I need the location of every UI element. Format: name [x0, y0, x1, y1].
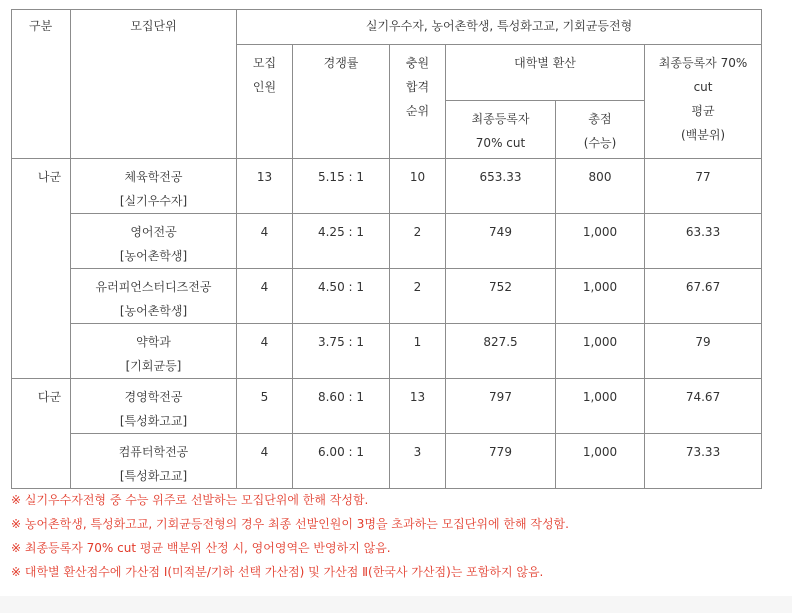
rank-cell: 1: [390, 324, 446, 379]
table-row: [12, 214, 762, 269]
total-cell: 1,000: [556, 324, 645, 379]
header-quota: [237, 45, 293, 159]
cut-cell: 827.5: [446, 324, 556, 379]
recruit-unit-cell: [71, 159, 237, 214]
total-cell: 1,000: [556, 379, 645, 434]
header-total-score: [556, 101, 645, 159]
header-competition: 경쟁률: [293, 45, 390, 159]
header-converted-cut-text: 최종등록자 70% cut: [471, 112, 530, 150]
rank-cell: 13: [390, 379, 446, 434]
recruit-unit-text: 약학과 [기회균등]: [125, 335, 182, 373]
percentile-cell: 74.67: [645, 379, 762, 434]
competition-cell: 3.75 : 1: [293, 324, 390, 379]
quota-cell: 4: [237, 324, 293, 379]
footnote: ※ 실기우수자전형 중 수능 위주로 선발하는 모집단위에 한해 작성함.: [11, 493, 369, 507]
admission-results-table: [11, 9, 762, 489]
percentile-cell: 77: [645, 159, 762, 214]
header-waitlist-rank: [390, 45, 446, 159]
recruit-unit-text: 체육학전공 [실기우수자]: [119, 170, 188, 208]
recruit-unit-text: 경영학전공 [특성화고교]: [119, 390, 188, 428]
recruit-unit-text: 컴퓨터학전공 [특성화고교]: [118, 445, 189, 483]
rank-cell: 2: [390, 269, 446, 324]
rank-cell: 3: [390, 434, 446, 489]
recruit-unit-text: 영어전공 [농어촌학생]: [119, 225, 188, 263]
header-gubun: 구분: [12, 10, 71, 159]
competition-cell: 6.00 : 1: [293, 434, 390, 489]
cut-cell: 797: [446, 379, 556, 434]
table-row: [12, 379, 762, 434]
cut-cell: 779: [446, 434, 556, 489]
cut-cell: 749: [446, 214, 556, 269]
header-admission-tracks: 실기우수자, 농어촌학생, 특성화고교, 기회균등전형: [237, 10, 762, 45]
quota-cell: 4: [237, 214, 293, 269]
group-label: 나군: [12, 159, 71, 379]
header-quota-text: 모집 인원: [252, 56, 277, 94]
header-total-score-text: 총점 (수능): [583, 112, 617, 150]
total-cell: 1,000: [556, 434, 645, 489]
percentile-cell: 79: [645, 324, 762, 379]
total-cell: 800: [556, 159, 645, 214]
recruit-unit-cell: [71, 269, 237, 324]
recruit-unit-cell: [71, 214, 237, 269]
page-bottom-band: [0, 596, 792, 613]
group-label: 다군: [12, 379, 71, 489]
rank-cell: 10: [390, 159, 446, 214]
percentile-cell: 63.33: [645, 214, 762, 269]
rank-cell: 2: [390, 214, 446, 269]
footnote: ※ 최종등록자 70% cut 평균 백분위 산정 시, 영어영역은 반영하지 않음.: [11, 541, 391, 555]
header-waitlist-rank-text: 충원 합격 순위: [405, 56, 430, 118]
quota-cell: 5: [237, 379, 293, 434]
competition-cell: 4.25 : 1: [293, 214, 390, 269]
recruit-unit-text: 유러피언스터디즈전공 [농어촌학생]: [95, 280, 212, 318]
footnote: ※ 농어촌학생, 특성화고교, 기회균등전형의 경우 최종 선발인원이 3명을 초과하는 모집단위에 한해 작성함.: [11, 517, 569, 531]
total-cell: 1,000: [556, 269, 645, 324]
footnote: ※ 대학별 환산점수에 가산점 Ⅰ(미적분/기하 선택 가산점) 및 가산점 Ⅱ(한국사 가산점)는 포함하지 않음.: [11, 565, 544, 579]
header-percentile-text: 최종등록자 70% cut 평균 (백분위): [658, 56, 748, 142]
recruit-unit-cell: [71, 434, 237, 489]
table-row: [12, 269, 762, 324]
table-row: [12, 159, 762, 214]
recruit-unit-cell: [71, 324, 237, 379]
quota-cell: 4: [237, 269, 293, 324]
quota-cell: 4: [237, 434, 293, 489]
header-percentile: [645, 45, 762, 159]
total-cell: 1,000: [556, 214, 645, 269]
header-recruit-unit: 모집단위: [71, 10, 237, 159]
competition-cell: 4.50 : 1: [293, 269, 390, 324]
competition-cell: 5.15 : 1: [293, 159, 390, 214]
table-row: [12, 434, 762, 489]
footnotes: [11, 488, 771, 584]
header-converted-score: 대학별 환산: [446, 45, 645, 101]
header-converted-cut: [446, 101, 556, 159]
competition-cell: 8.60 : 1: [293, 379, 390, 434]
quota-cell: 13: [237, 159, 293, 214]
cut-cell: 653.33: [446, 159, 556, 214]
percentile-cell: 67.67: [645, 269, 762, 324]
percentile-cell: 73.33: [645, 434, 762, 489]
table-row: [12, 324, 762, 379]
recruit-unit-cell: [71, 379, 237, 434]
cut-cell: 752: [446, 269, 556, 324]
